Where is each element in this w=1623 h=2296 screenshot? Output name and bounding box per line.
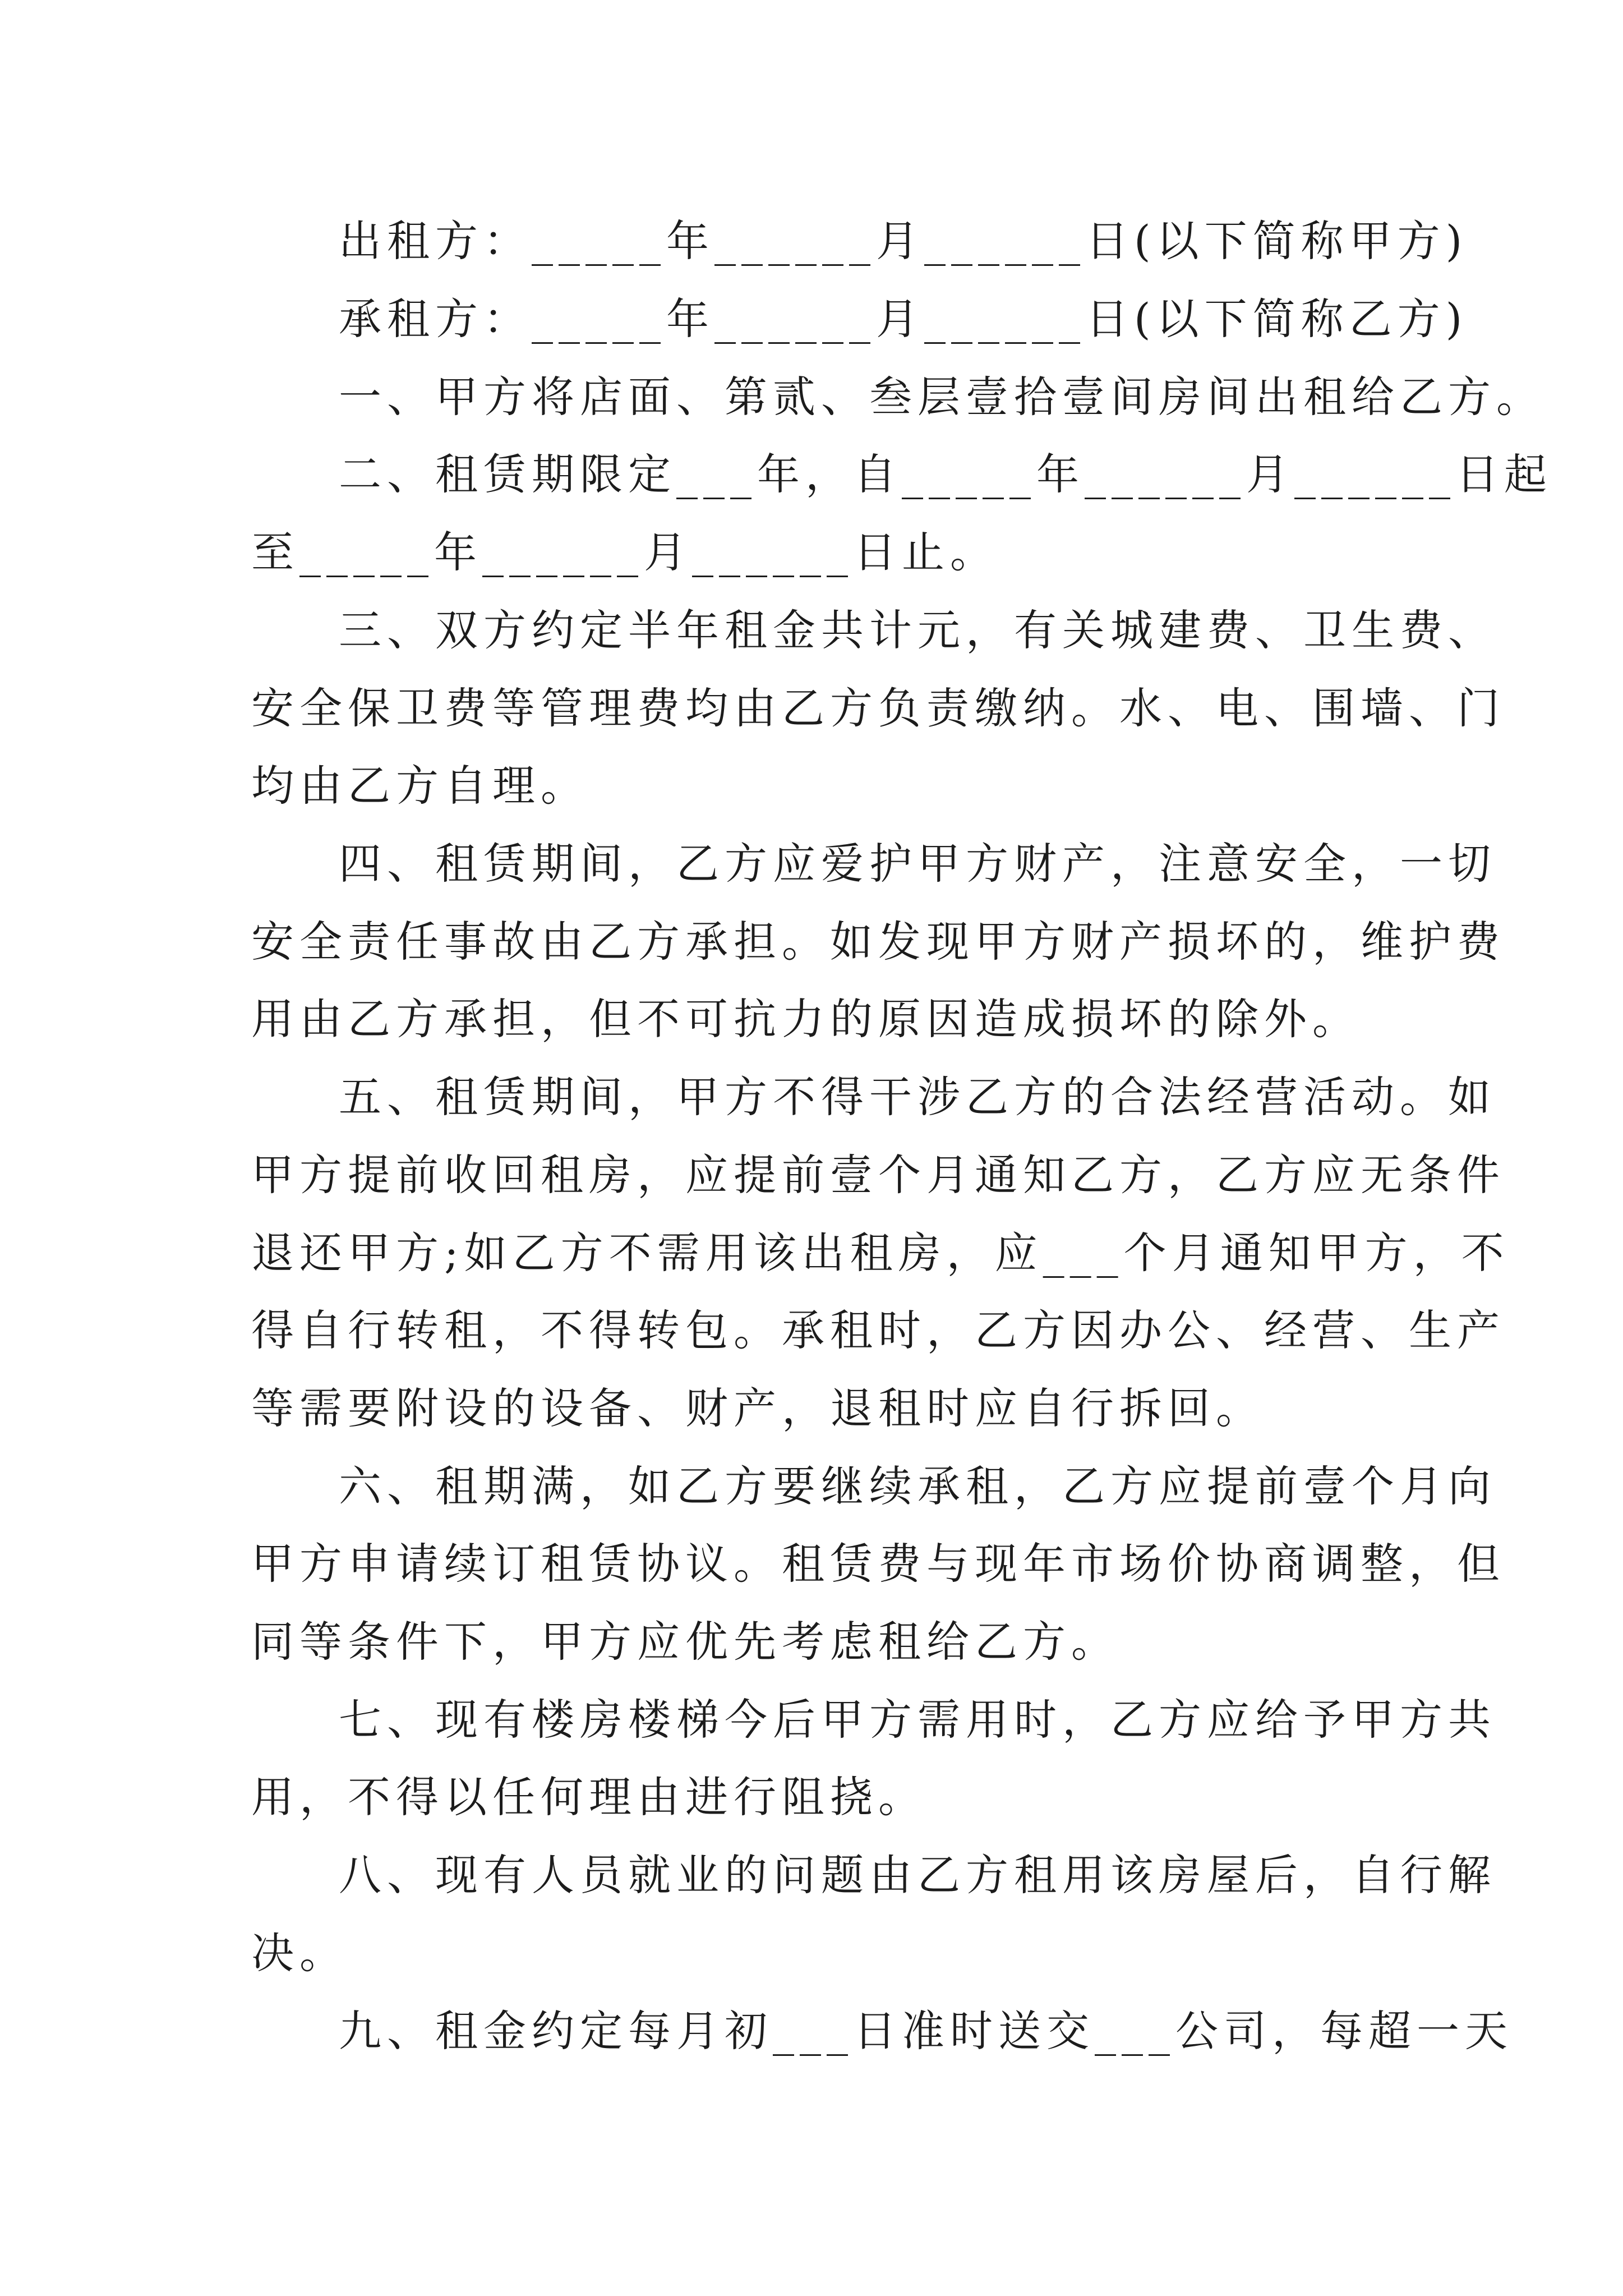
clause-9-line-1: 九、租金约定每月初___日准时送交___公司，每超一天 [339,2006,1513,2056]
clause-8-line-1: 八、现有人员就业的问题由乙方租用该房屋后，自行解 [339,1850,1496,1900]
clause-6-line-2: 甲方申请续订租赁协议。租赁费与现年市场价协商调整，但 [251,1539,1505,1589]
clause-3-line-1: 三、双方约定半年租金共计元，有关城建费、卫生费、 [339,605,1496,655]
clause-6-line-1: 六、租期满，如乙方要继续承租，乙方应提前壹个月向 [339,1461,1496,1511]
clause-4-line-2: 安全责任事故由乙方承担。如发现甲方财产损坏的，维护费 [251,917,1505,967]
clause-5-line-4: 得自行转租，不得转包。承租时，乙方因办公、经营、生产 [251,1305,1505,1355]
clause-5-line-3: 退还甲方;如乙方不需用该出租房，应___个月通知甲方，不 [251,1228,1510,1278]
clause-8-line-2: 决。 [251,1928,348,1978]
clause-5-line-1: 五、租赁期间，甲方不得干涉乙方的合法经营活动。如 [339,1072,1496,1122]
clause-5-line-2: 甲方提前收回租房，应提前壹个月通知乙方，乙方应无条件 [251,1150,1505,1200]
lessor-line: 出租方：_____年______月______日(以下简称甲方) [339,216,1468,266]
lessee-line: 承租方：_____年______月______日(以下简称乙方) [339,294,1468,344]
clause-6-line-3: 同等条件下，甲方应优先考虑租给乙方。 [251,1617,1119,1667]
clause-5-line-5: 等需要附设的设备、财产，退租时应自行拆回。 [251,1383,1264,1433]
clause-2-line-1: 二、租赁期限定___年，自_____年______月______日起 [339,449,1552,499]
clause-3-line-2: 安全保卫费等管理费均由乙方负责缴纳。水、电、围墙、门 [251,683,1505,733]
clause-2-line-2: 至_____年______月______日止。 [251,527,998,577]
clause-1: 一、甲方将店面、第贰、叁层壹拾壹间房间出租给乙方。 [339,372,1544,422]
clause-3-line-3: 均由乙方自理。 [251,761,589,811]
clause-4-line-1: 四、租赁期间，乙方应爱护甲方财产，注意安全，一切 [339,839,1496,889]
clause-4-line-3: 用由乙方承担，但不可抗力的原因造成损坏的除外。 [251,994,1361,1044]
clause-7-line-2: 用，不得以任何理由进行阻挠。 [251,1772,926,1822]
clause-7-line-1: 七、现有楼房楼梯今后甲方需用时，乙方应给予甲方共 [339,1695,1496,1745]
